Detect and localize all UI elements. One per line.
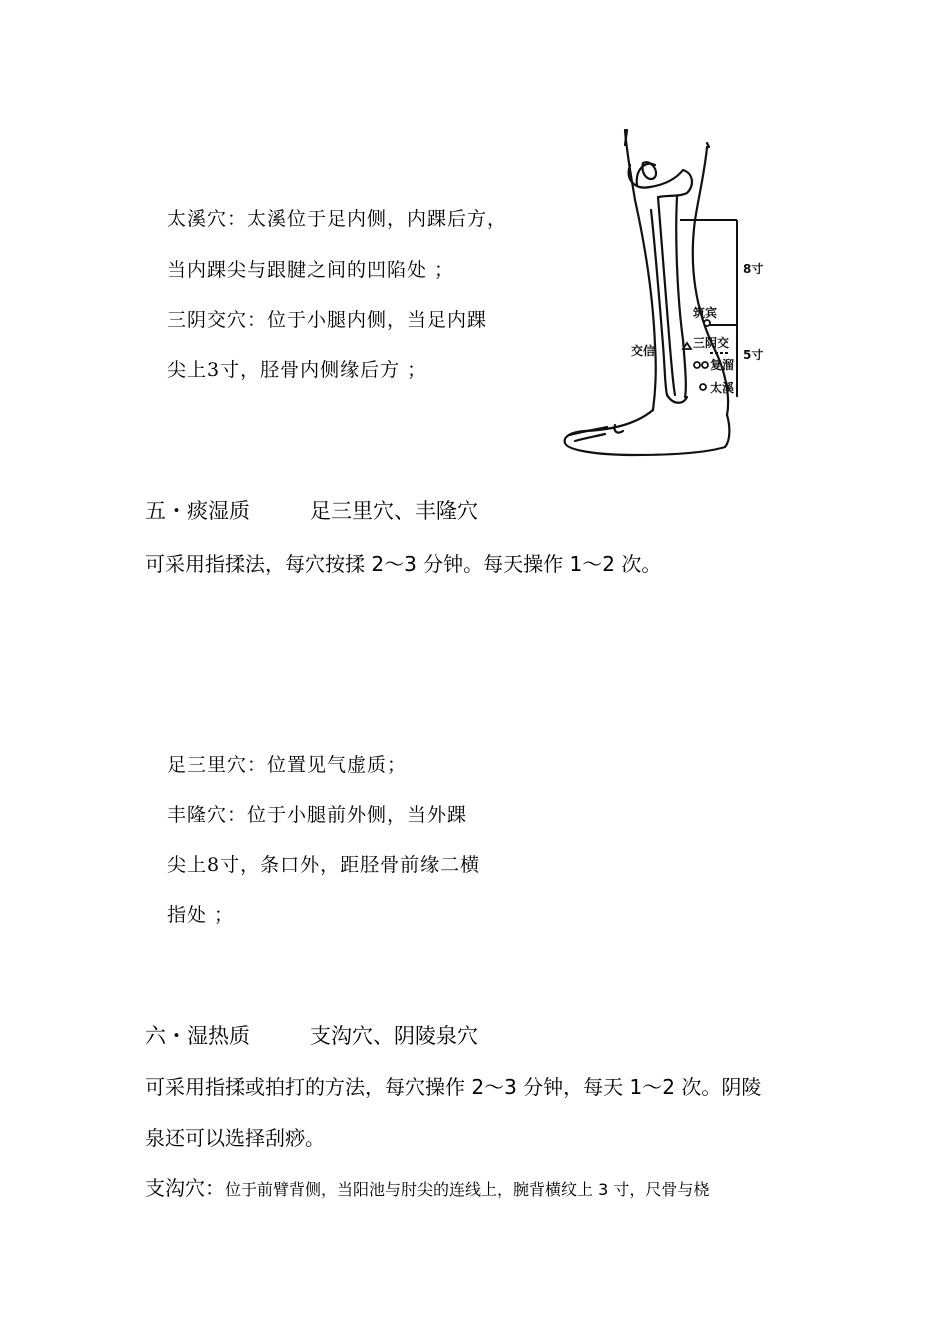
constitution-title: 六・湿热质 — [145, 1024, 250, 1048]
section-6-method-line-2: 泉还可以选择刮痧。 — [145, 1126, 325, 1150]
zusanli-description: 足三里穴：位置见气虚质； — [167, 754, 408, 776]
sanyinjiao-description-line-2: 尖上3寸，胫骨内侧缘后方 ； — [167, 359, 428, 381]
label-jiaoxin: 交信 — [631, 344, 656, 358]
zhigou-text: 位于前臂背侧，当阳池与肘尖的连线上，腕背横纹上 3 寸，尺骨与桡 — [225, 1180, 710, 1199]
fenglong-description-line-3: 指处 ； — [167, 904, 235, 926]
zhigou-label: 支沟穴： — [145, 1176, 225, 1200]
constitution-title: 五・痰湿质 — [145, 499, 250, 523]
label-taixi: 太溪 — [710, 381, 735, 395]
acupoint-list: 足三里穴、丰隆穴 — [310, 499, 478, 523]
section-5-heading — [145, 495, 478, 525]
label-sanyinjiao: 三阴交 — [693, 336, 730, 350]
section-6-heading — [145, 1020, 478, 1050]
fenglong-description-line-1: 丰隆穴：位于小腿前外侧，当外踝 — [167, 804, 468, 826]
acupoint-list: 支沟穴、阴陵泉穴 — [310, 1024, 478, 1048]
sanyinjiao-description-line-1: 三阴交穴：位于小腿内侧，当足内踝 — [167, 309, 488, 331]
zhigou-description — [145, 1172, 709, 1201]
taixi-description-line-1: 太溪穴：太溪位于足内侧，内踝后方， — [167, 208, 508, 230]
label-5cun: 5寸 — [743, 348, 764, 362]
leg-acupoint-illustration — [555, 125, 800, 470]
section-6-method-line-1: 可采用指揉或拍打的方法，每穴操作 2～3 分钟，每天 1～2 次。阴陵 — [145, 1075, 762, 1099]
label-fuliu: 复溜 — [710, 358, 735, 372]
section-5-method: 可采用指揉法，每穴按揉 2～3 分钟。每天操作 1～2 次。 — [145, 552, 662, 576]
taixi-description-line-2: 当内踝尖与跟腱之间的凹陷处 ； — [167, 259, 455, 281]
label-zhubin: 筑宾 — [693, 306, 718, 320]
fenglong-description-line-2: 尖上8寸，条口外，距胫骨前缘二横 — [167, 854, 481, 876]
label-8cun: 8寸 — [743, 262, 764, 276]
